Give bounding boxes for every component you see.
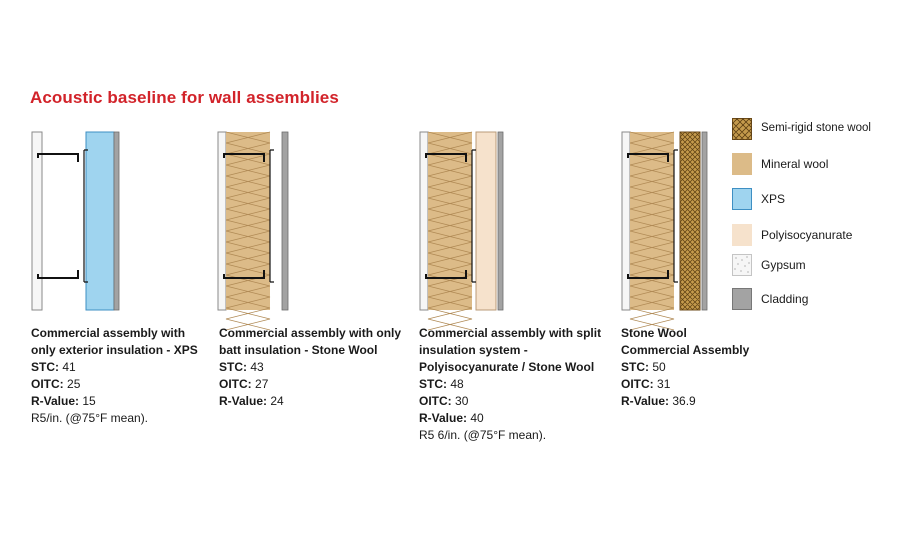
- cladding-swatch: [732, 288, 752, 310]
- legend-label: Polyisocyanurate: [761, 228, 853, 242]
- oitc-label: OITC:: [31, 377, 64, 391]
- legend-item-polyisocyanurate: [732, 224, 892, 246]
- oitc-label: OITC:: [419, 394, 452, 408]
- polyisocyanurate-layer: [476, 132, 496, 310]
- rvalue-value: 36.9: [672, 394, 696, 408]
- oitc-value: 27: [255, 377, 269, 391]
- caption-heading-3: Polyisocyanurate / Stone Wool: [419, 360, 595, 374]
- assembly-stone-wool-batt-section-drawing: [216, 132, 296, 312]
- oitc-row: [621, 376, 811, 393]
- metal-stud: [38, 150, 88, 282]
- mineral-wool-swatch: [732, 153, 752, 175]
- caption-split-insulation: [419, 325, 609, 444]
- legend-label: Semi-rigid stone wool: [761, 122, 871, 134]
- rvalue-row: [419, 410, 609, 427]
- caption-heading-2: batt insulation - Stone Wool: [219, 343, 378, 357]
- caption-heading-1: Commercial assembly with only: [219, 326, 402, 340]
- legend-label: Gypsum: [761, 258, 806, 272]
- caption-stone-wool-commercial: [621, 325, 811, 410]
- oitc-value: 31: [657, 377, 671, 391]
- legend-label: XPS: [761, 192, 786, 206]
- polyisocyanurate-swatch: [732, 224, 752, 246]
- gypsum-layer: [622, 132, 630, 310]
- rvalue-label: R-Value:: [219, 394, 268, 408]
- gypsum-layer: [420, 132, 428, 310]
- rvalue-value: 40: [470, 411, 484, 425]
- rvalue-row: [219, 393, 409, 410]
- semi-rigid-stone-wool-swatch: [732, 118, 752, 140]
- legend-label: Cladding: [761, 292, 809, 306]
- cladding-layer: [114, 132, 119, 310]
- diagram-title: Acoustic baseline for wall assemblies: [30, 88, 339, 107]
- rvalue-label: R-Value:: [621, 394, 670, 408]
- caption-heading-2: insulation system -: [419, 343, 528, 357]
- caption-stone-wool-batt: [219, 325, 409, 410]
- rvalue-value: 15: [82, 394, 96, 408]
- rvalue-label: R-Value:: [31, 394, 80, 408]
- rvalue-label: R-Value:: [419, 411, 468, 425]
- stc-row: [31, 359, 221, 376]
- oitc-label: OITC:: [621, 377, 654, 391]
- rvalue-note: R5/in. (@75°F mean).: [31, 411, 149, 425]
- cladding-layer: [702, 132, 707, 310]
- cladding-layer: [282, 132, 288, 310]
- cladding-layer: [498, 132, 503, 310]
- assembly-stone-wool-batt: [216, 132, 296, 312]
- stc-label: STC:: [621, 360, 649, 374]
- oitc-label: OITC:: [219, 377, 252, 391]
- gypsum-swatch: [732, 254, 752, 276]
- stc-row: [621, 359, 811, 376]
- legend-item-semi-rigid-stone-wool: [732, 118, 892, 140]
- caption-xps: [31, 325, 221, 427]
- rvalue-row: [31, 393, 221, 410]
- caption-heading-2: Commercial Assembly: [621, 343, 750, 357]
- xps-layer: [86, 132, 114, 310]
- legend-item-cladding: [732, 288, 892, 310]
- stc-value: 43: [250, 360, 264, 374]
- gypsum-layer: [218, 132, 226, 310]
- stc-value: 50: [652, 360, 666, 374]
- caption-heading-1: Commercial assembly with split: [419, 326, 602, 340]
- oitc-row: [419, 393, 609, 410]
- stc-label: STC:: [31, 360, 59, 374]
- assembly-xps: [30, 132, 125, 312]
- stc-value: 41: [62, 360, 76, 374]
- rvalue-value: 24: [270, 394, 284, 408]
- legend-item-mineral-wool: [732, 153, 892, 175]
- assembly-split-insulation: [418, 132, 513, 312]
- oitc-row: [31, 376, 221, 393]
- caption-heading-1: Stone Wool: [621, 326, 687, 340]
- stc-row: [219, 359, 409, 376]
- legend-item-xps: [732, 188, 892, 210]
- assembly-stone-wool-commercial: [620, 132, 720, 312]
- assembly-stone-wool-commercial-section-drawing: [620, 132, 720, 312]
- caption-heading-1: Commercial assembly with: [31, 326, 186, 340]
- gypsum-layer: [32, 132, 42, 310]
- rvalue-row: [621, 393, 811, 410]
- xps-swatch: [732, 188, 752, 210]
- oitc-value: 30: [455, 394, 469, 408]
- legend-item-gypsum: [732, 254, 892, 276]
- stc-row: [419, 376, 609, 393]
- stc-label: STC:: [419, 377, 447, 391]
- stc-value: 48: [450, 377, 464, 391]
- oitc-value: 25: [67, 377, 81, 391]
- stc-label: STC:: [219, 360, 247, 374]
- assembly-xps-section-drawing: [30, 132, 125, 312]
- assembly-split-insulation-section-drawing: [418, 132, 513, 312]
- oitc-row: [219, 376, 409, 393]
- legend-label: Mineral wool: [761, 157, 829, 171]
- caption-heading-2: only exterior insulation - XPS: [31, 343, 198, 357]
- rvalue-note: R5 6/in. (@75°F mean).: [419, 428, 547, 442]
